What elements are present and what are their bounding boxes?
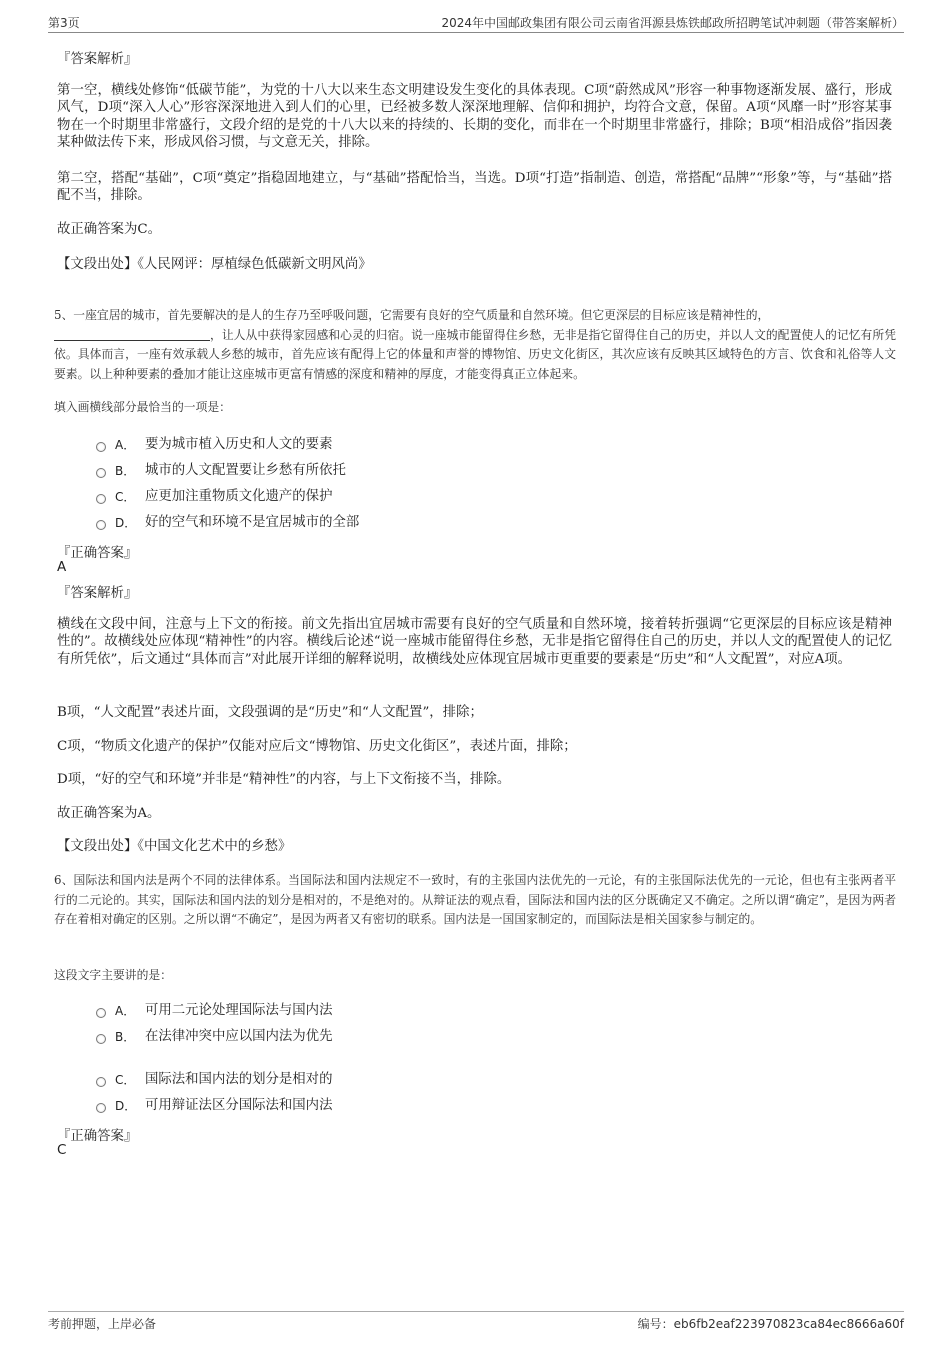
q5-analysis-label: 『答案解析』 (57, 586, 138, 601)
page-number: 第3页 (48, 16, 80, 30)
radio-button-icon[interactable] (96, 442, 106, 452)
q5-analysis-para-4: D项，“好的空气和环境”并非是“精神性”的内容，与上下文衔接不当，排除。 (57, 772, 511, 787)
q6-option-b[interactable]: B． 在法律冲突中应以国内法为优先 (96, 1028, 332, 1046)
q4-analysis-label: 『答案解析』 (57, 52, 138, 67)
radio-button-icon[interactable] (96, 1103, 106, 1113)
radio-button-icon[interactable] (96, 494, 106, 504)
q5-analysis-para-1: 横线在文段中间，注意与上下文的衔接。前文先指出宜居城市需要有良好的空气质量和自然环境，接着转折强调“它更深层的目标应该是精神性的”。故横线处应体现“精神性”的内容。横线后论述“说一座城市能留得住乡愁，无非是指它留得住自己的历史，并以人文的配置使人的记忆有所凭依”，后文通过“具体而言”对此展开详细的解释说明，故横线处应体现宜居城市更重要的要素是“历史”和“人文配置”，对应A项。 (57, 617, 892, 667)
q4-conclusion: 故正确答案为C。 (57, 222, 161, 237)
q5-answer-label: 『正确答案』 (57, 546, 138, 561)
q5-option-c[interactable]: C． 应更加注重物质文化遗产的保护 (96, 488, 332, 506)
q4-source: 【文段出处】《人民网评：厚植绿色低碳新文明风尚》 (57, 257, 372, 272)
q5-answer: A (57, 559, 67, 575)
q5-analysis-para-3: C项，“物质文化遗产的保护”仅能对应后文“博物馆、历史文化街区”，表述片面，排除； (57, 739, 577, 754)
q5-analysis-para-2: B项，“人文配置”表述片面，文段强调的是“历史”和“人文配置”，排除； (57, 705, 483, 720)
q5-blank-line (54, 328, 210, 341)
q5-source: 【文段出处】《中国文化艺术中的乡愁》 (57, 839, 292, 854)
radio-button-icon[interactable] (96, 1034, 106, 1044)
page-footer (48, 1311, 904, 1331)
radio-button-icon[interactable] (96, 520, 106, 530)
q6-answer: C (57, 1142, 67, 1158)
document-code: 编号：eb6fb2eaf223970823ca84ec8666a60f (637, 1317, 904, 1331)
q4-analysis-para-1: 第一空，横线处修饰“低碳节能”，为党的十八大以来生态文明建设发生变化的具体表现。C项“蔚然成风”形容一种事物逐渐发展、盛行，形成风气，D项“深入人心”形容深深地进入到人们的心里，已经被多数人深深地理解、信仰和拥护，均符合文意，保留。A项“风靡一时”形容某事物在一个时期里非常盛行，文段介绍的是党的十八大以来的持续的、长期的变化，而非在一个时期里非常盛行，排除；B项“相沿成俗”指因袭某种做法传下来，形成风俗习惯，与文意无关，排除。 (57, 83, 892, 151)
q5-stem-start: 5、一座宜居的城市，首先要解决的是人的生存乃至呼吸问题，它需要有良好的空气质量和自然环境。但它更深层的目标应该是精神性的， (54, 308, 770, 322)
q5-stem (54, 306, 896, 384)
q6-prompt: 这段文字主要讲的是： (54, 968, 172, 982)
q5-prompt: 填入画横线部分最恰当的一项是： (54, 400, 231, 414)
q5-option-d[interactable]: D． 好的空气和环境不是宜居城市的全部 (96, 514, 359, 532)
q6-option-c[interactable]: C． 国际法和国内法的划分是相对的 (96, 1071, 332, 1089)
q5-option-b[interactable]: B． 城市的人文配置要让乡愁有所依托 (96, 462, 346, 480)
q5-stem-rest: ，让人从中获得家园感和心灵的归宿。说一座城市能留得住乡愁，无非是指它留得住自己的历史，并以人文的配置使人的记忆有所凭依。具体而言，一座有效承载人乡愁的城市，首先应该有配得上它的体量和声誉的博物馆、历史文化街区，其次应该有反映其区域特色的方言、饮食和礼俗等人文要素。以上种种要素的叠加才能让这座城市更富有情感的深度和精神的厚度，才能变得真正立体起来。 (54, 327, 896, 381)
footer-motto: 考前押题，上岸必备 (48, 1317, 157, 1331)
q4-analysis-para-2: 第二空，搭配“基础”，C项“奠定”指稳固地建立，与“基础”搭配恰当，当选。D项“打造”指制造、创造，常搭配“品牌”“形象”等，与“基础”搭配不当，排除。 (57, 171, 892, 204)
q6-option-d[interactable]: D． 可用辩证法区分国际法和国内法 (96, 1097, 332, 1115)
radio-button-icon[interactable] (96, 1077, 106, 1087)
q6-stem: 6、国际法和国内法是两个不同的法律体系。当国际法和国内法规定不一致时，有的主张国内法优先的一元论，有的主张国际法优先的一元论，但也有主张两者平行的二元论的。其实，国际法和国内法的划分是相对的，不是绝对的。从辩证法的观点看，国际法和国内法的区分既确定又不确定。之所以谓“确定”，是因为两者存在着相对确定的区别。之所以谓“不确定”，是因为两者又有密切的联系。国内法是一国国家制定的，而国际法是相关国家参与制定的。 (54, 873, 896, 926)
radio-button-icon[interactable] (96, 1008, 106, 1018)
document-title: 2024年中国邮政集团有限公司云南省洱源县炼铁邮政所招聘笔试冲刺题（带答案解析） (441, 16, 904, 30)
page-header (48, 14, 904, 33)
q6-answer-label: 『正确答案』 (57, 1129, 138, 1144)
q5-option-a[interactable]: A． 要为城市植入历史和人文的要素 (96, 436, 332, 454)
q6-option-a[interactable]: A． 可用二元论处理国际法与国内法 (96, 1002, 332, 1020)
radio-button-icon[interactable] (96, 468, 106, 478)
q5-conclusion: 故正确答案为A。 (57, 806, 161, 821)
